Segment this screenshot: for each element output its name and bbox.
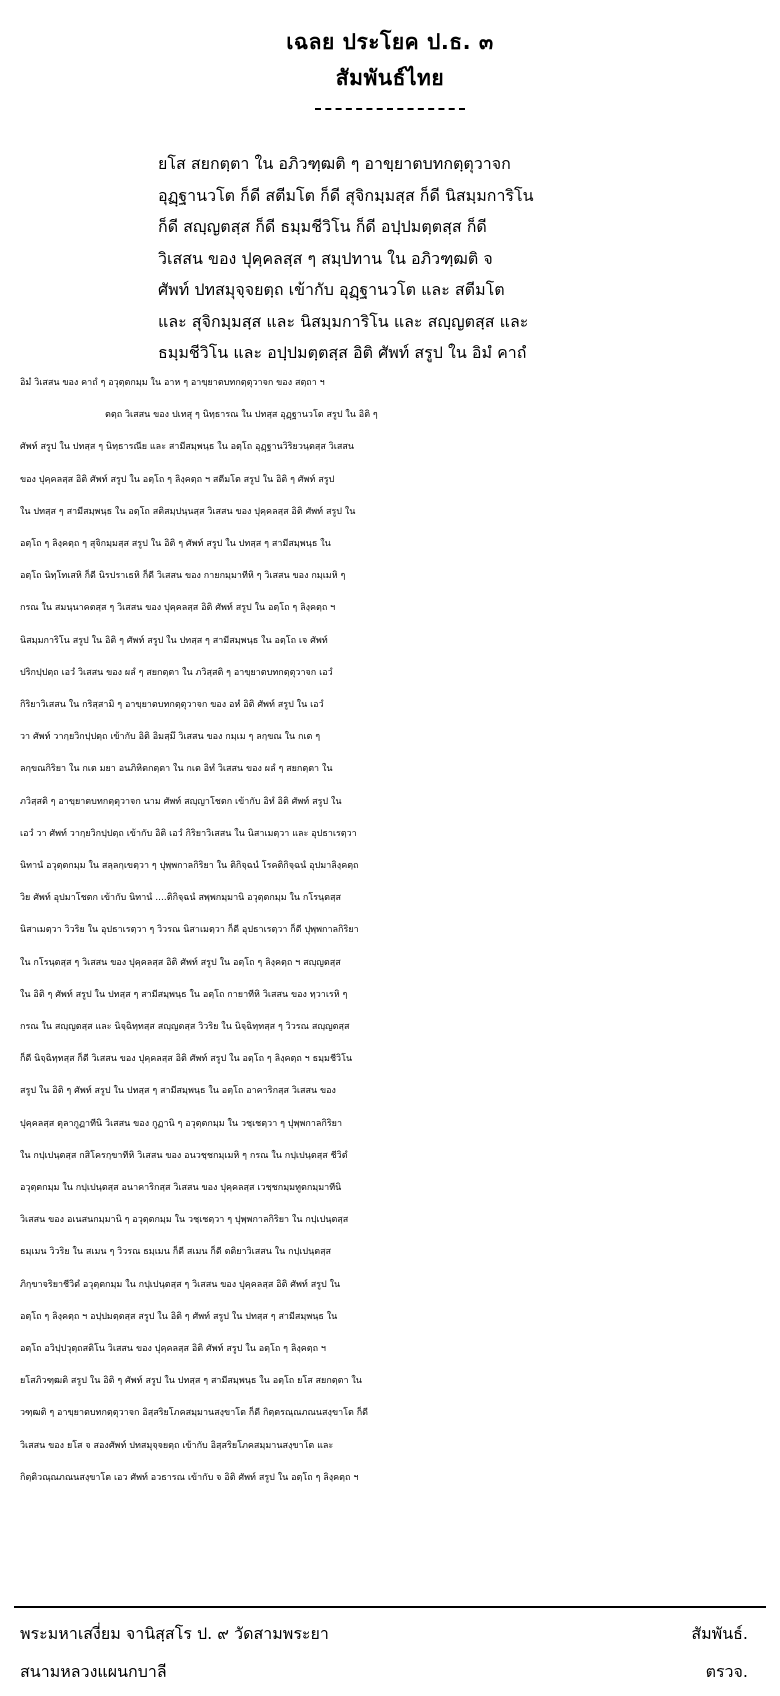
body-line: ปุคฺคลสฺส ตุลากูฏาทีนิ วิเสสน ของ กูฏานิ ๆ อวุตฺตกมฺม ใน วชฺเชตฺวา ๆ ปุพฺพกาลกิริยา bbox=[20, 1118, 343, 1129]
body-line: อิมํ วิเสสน ของ คาถํ ๆ อวุตฺตกมฺม ใน อาห ๆ อาขฺยาตบทกตฺตุวาจก ของ สตฺถา ฯ bbox=[20, 378, 325, 388]
body-line: วิย ศัพท์ อุปมาโชตก เข้ากับ นิทานํ ....ติกิจฺฉนํ สพฺพกมฺมานิ อวุตฺตกมฺม ใน กโรนฺตสฺส bbox=[20, 893, 342, 904]
title-underline bbox=[315, 108, 465, 110]
body-line: วฑฺฒติ ๆ อาขฺยาตบทกตฺตุวาจก อิสฺสริยโภคสมฺมานสงฺขาโต ก็ดี กิตฺตรณฺณภณนสงฺขาโต ก็ดี bbox=[20, 1408, 368, 1419]
body-line: นิทานํ อวุตฺตกมฺม ใน สลฺลกฺเขตฺวา ๆ ปุพฺพกาลกิริยา ใน ติกิจฺฉนํ โรคติกิจฺฉนํ อุปมาลิงฺคตฺถ bbox=[20, 861, 359, 871]
body-line: ธมฺเมน วิวริย ใน สเมน ๆ วิวรณ ธมฺเมน ก็ดี สเมน ก็ดี ตติยาวิเสสน ใน กปฺเปนฺตสฺส bbox=[20, 1247, 332, 1258]
body-line: วิเสสน ของ ยโส จ สองศัพท์ ปทสมุจฺจยตฺถ เข้ากับ อิสฺสริยโภคสมฺมานสงฺขาโต และ bbox=[20, 1440, 334, 1451]
body-line: นิสาเมตฺวา วิวริย ใน อุปธาเรตฺวา ๆ วิวรณ นิสาเมตฺวา ก็ดี อุปธาเรตฺวา ก็ดี ปุพฺพกาลกิริยา bbox=[20, 925, 359, 936]
body-line: วา ศัพท์ วากฺยวิกปฺปตฺถ เข้ากับ อิติ อิมสฺมึ วิเสสน ของ กมฺเม ๆ ลกฺขณ ใน กเต ๆ bbox=[20, 732, 321, 743]
verse-line: ก็ดี สญฺญตสฺส ก็ดี ธมฺมชีวิโน ก็ดี อปฺปมตฺตสฺส ก็ดี bbox=[158, 217, 487, 236]
footer-right-label: สัมพันธ์. bbox=[691, 1624, 748, 1643]
body-line: กรณ ใน สญฺญตสฺส และ นิจฺฉิทฺทสฺส สญฺญตสฺส วิวริย ใน นิจฺฉิทฺทสฺส ๆ วิวรณ สญฺญตสฺส bbox=[20, 1022, 350, 1032]
verse-line: ธมฺมชีวิโน และ อปฺปมตฺตสฺส อิติ ศัพท์ สรูป ใน อิมํ คาถํ bbox=[158, 343, 527, 362]
body-line: เอวํ วา ศัพท์ วากฺยวิกปฺปตฺถ เข้ากับ อิติ เอวํ กิริยาวิเสสน ใน นิสาเมตฺวา และ อุปธาเรตฺวา bbox=[20, 828, 357, 839]
verse-line: วิเสสน ของ ปุคฺคลสฺส ๆ สมฺปทาน ใน อภิวฑฺฒติ จ bbox=[158, 248, 493, 268]
body-line: อตฺโถ นิทฺโทเสหิ ก็ดี นิรปราเธหิ ก็ดี วิเสสน ของ กายกมฺมาทีหิ ๆ วิเสสน ของ กมฺเมหิ ๆ bbox=[20, 571, 346, 582]
body-line: กรณ ใน สมนฺนาคตสฺส ๆ วิเสสน ของ ปุคฺคลสฺส อิติ ศัพท์ สรูป ใน อตฺโถ ๆ ลิงฺคตฺถ ฯ bbox=[20, 603, 336, 614]
body-line: อตฺโถ อวิปฺปวุตฺถสติโน วิเสสน ของ ปุคฺคลสฺส อิติ ศัพท์ สรูป ใน อตฺโถ ๆ ลิงฺคตฺถ ฯ bbox=[20, 1344, 326, 1354]
body-line: อตฺโถ ๆ ลิงฺคตฺถ ฯ อปฺปมตฺตสฺส สรูป ใน อิติ ๆ ศัพท์ สรูป ใน ปทสฺส ๆ สามีสมฺพนฺธ ใน bbox=[20, 1311, 338, 1322]
body-line: ก็ดี นิจฺฉิทฺทสฺส ก็ดี วิเสสน ของ ปุคฺคลสฺส อิติ ศัพท์ สรูป ใน อตฺโถ ๆ ลิงฺคตฺถ ฯ ธมฺมชีวิโน bbox=[20, 1054, 353, 1065]
body-line: ลกฺขณกิริยา ใน กเต มยา อนภิหิตกตฺตา ใน กเต อิทํ วิเสสน ของ ผลํ ๆ สยกตฺตา ใน bbox=[20, 764, 333, 775]
body-line: ศัพท์ สรูป ใน ปทสฺส ๆ นิทฺธารณีย และ สามีสมฺพนฺธ ใน อตฺโถ อุฏฺฐานวิริยวนฺตสฺส วิเสสน bbox=[20, 442, 354, 453]
body-line: สรูป ใน อิติ ๆ ศัพท์ สรูป ใน ปทสฺส ๆ สามีสมฺพนฺธ ใน อตฺโถ อาคาริกสฺส วิเสสน ของ bbox=[20, 1086, 336, 1097]
verse-line: ศัพท์ ปทสมุจฺจยตฺถ เข้ากับ อุฏฺฐานวโต และ สตีมโต bbox=[158, 280, 505, 299]
body-line: ยโสภิวฑฺฒติ สรูป ใน อิติ ๆ ศัพท์ สรูป ใน ปทสฺส ๆ สามีสมฺพนฺธ ใน อตฺโถ ยโส สยกตฺตา ใน bbox=[20, 1376, 362, 1387]
body-line: อวุตฺตกมฺม ใน กปฺเปนฺตสฺส อนาคาริกสฺส วิเสสน ของ ปุคฺคลสฺส เวชฺชกมฺมทูตกมฺมาทีนิ bbox=[20, 1183, 342, 1193]
body-line: ปริกปฺปตฺถ เอวํ วิเสสน ของ ผลํ ๆ สยกตฺตา ใน ภวิสฺสติ ๆ อาขฺยาตบทกตฺตุวาจก เอวํ bbox=[20, 667, 333, 678]
footer-check-label: ตรวจ. bbox=[705, 1662, 748, 1681]
body-line: นิสมฺมการิโน สรูป ใน อิติ ๆ ศัพท์ สรูป ใน ปทสฺส ๆ สามีสมฺพนฺธ ใน อตฺโถ เจ ศัพท์ bbox=[20, 635, 328, 646]
body-line: กิริยาวิเสสน ใน กริสฺสามิ ๆ อาขฺยาตบทกตฺตุวาจก ของ อหํ อิติ ศัพท์ สรูป ใน เอวํ bbox=[20, 700, 324, 710]
body-line: ภิกฺขาจริยาชีวิตํ อวุตฺตกมฺม ใน กปฺเปนฺตสฺส ๆ วิเสสน ของ ปุคฺคลสฺส อิติ ศัพท์ สรูป ใน bbox=[20, 1279, 341, 1290]
verse-line: และ สุจิกมฺมสฺส และ นิสมฺมการิโน และ สญฺญตสฺส และ bbox=[158, 311, 529, 331]
body-line: ตตฺถ วิเสสน ของ ปเทสุ ๆ นิทฺธารณ ใน ปทสฺส อุฏฺฐานวโต สรูป ใน อิติ ๆ bbox=[105, 410, 378, 421]
body-line: ใน ปทสฺส ๆ สามีสมฺพนฺธ ใน อตฺโถ สติสมฺปนฺนสฺส วิเสสน ของ ปุคฺคลสฺส อิติ ศัพท์ สรูป ใน bbox=[20, 506, 356, 517]
footer-author: พระมหาเสงี่ยม จานิสฺสโร ป. ๙ วัดสามพระยา bbox=[20, 1624, 329, 1643]
body-line: อตฺโถ ๆ ลิงฺคตฺถ ๆ สุจิกมฺมสฺส สรูป ใน อิติ ๆ ศัพท์ สรูป ใน ปทสฺส ๆ สามีสมฺพนฺธ ใน bbox=[20, 539, 331, 549]
page-subtitle: สัมพันธ์ไทย bbox=[335, 66, 445, 90]
verse-line: อุฏฺฐานวโต ก็ดี สตีมโต ก็ดี สุจิกมฺมสฺส ก็ดี นิสมฺมการิโน bbox=[158, 185, 534, 205]
body-line: วิเสสน ของ อเนสนกมฺมานิ ๆ อวุตฺตกมฺม ใน วชฺเชตฺวา ๆ ปุพฺพกาลกิริยา ใน กปฺเปนฺตสฺส bbox=[20, 1215, 349, 1226]
footer-divider bbox=[14, 1606, 766, 1608]
body-line: กิตฺติวณฺณภณนสงฺขาโต เอว ศัพท์ อวธารณ เข้ากับ จ อิติ ศัพท์ สรูป ใน อตฺโถ ๆ ลิงฺคตฺถ ฯ bbox=[20, 1472, 359, 1483]
body-line: ใน กโรนฺตสฺส ๆ วิเสสน ของ ปุคฺคลสฺส อิติ ศัพท์ สรูป ใน อตฺโถ ๆ ลิงฺคตฺถ ฯ สญฺญตสฺส bbox=[20, 957, 341, 968]
page-title: เฉลย ประโยค ป.ธ. ๓ bbox=[286, 30, 494, 54]
verse-line: ยโส สยกตฺตา ใน อภิวฑฺฒติ ๆ อาขฺยาตบทกตฺตุวาจก bbox=[158, 154, 511, 173]
body-line: ใน กปฺเปนฺตสฺส กสิโครกฺขาทีหิ วิเสสน ของ อนวชฺชกมฺเมหิ ๆ กรณ ใน กปฺเปนฺตสฺส ชีวิตํ bbox=[20, 1150, 348, 1161]
footer-location: สนามหลวงแผนกบาลี bbox=[20, 1662, 167, 1681]
body-line: ของ ปุคฺคลสฺส อิติ ศัพท์ สรูป ใน อตฺโถ ๆ ลิงฺคตฺถ ฯ สตีมโต สรูป ใน อิติ ๆ ศัพท์ สรูป bbox=[20, 474, 335, 485]
body-line: ภวิสฺสติ ๆ อาขฺยาตบทกตฺตุวาจก นาม ศัพท์ สญฺญาโชตก เข้ากับ อิทํ อิติ ศัพท์ สรูป ใน bbox=[20, 796, 342, 807]
body-line: ใน อิติ ๆ ศัพท์ สรูป ใน ปทสฺส ๆ สามีสมฺพนฺธ ใน อตฺโถ กายาทีหิ วิเสสน ของ ทฺวาเรหิ ๆ bbox=[20, 989, 348, 1000]
